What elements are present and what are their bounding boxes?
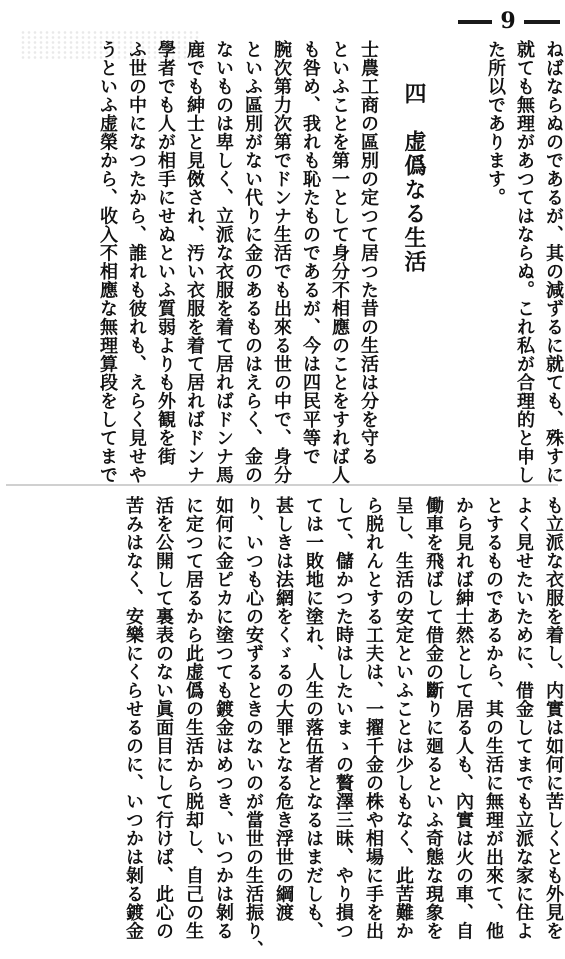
text-column: も立派な衣服を着し、内實は如何に苦しくとも外見を (543, 496, 564, 940)
text-column: ては一敗地に塗れ、人生の落伍者となるはまだしも、 (303, 496, 324, 940)
text-column: ふ世の中になつたから、誰れも彼れも、えらく見せや (126, 40, 147, 484)
text-column: た所以であります。 (485, 40, 506, 207)
text-column: ねばならぬのであるが、其の減ずるに就ても、殊すに (543, 40, 564, 484)
upper-text-block (6, 40, 564, 484)
text-column: から見れば紳士然として居る人も、內實は火の車、自 (453, 496, 474, 940)
text-column: といふことを第一として身分不相應のことをすれば人 (329, 40, 350, 484)
text-column: 就ても無理があつてはならぬ。これ私が合理的と申し (514, 40, 535, 484)
lower-text-block (6, 496, 564, 959)
text-column: 如何に金ピカに塗つても鍍金はめつき、いつかは剝る (213, 496, 234, 940)
text-column: も咎め、我れも恥たものであるが、今は四民平等で (300, 40, 321, 466)
text-column: して、儲かつた時はしたいまゝの贅澤三昧、やり損つ (333, 496, 354, 940)
text-column: 苦みはなく、安樂にくらせるのに、いつかは剝る鍍金 (123, 496, 144, 940)
text-column: 士農工商の區別の定つて居つた昔の生活は分を守る (358, 40, 379, 466)
folio-rule-left (458, 20, 492, 24)
text-column: に定つて居るから此虚僞の生活から脱却し、自己の生 (183, 496, 204, 940)
folio-rule-right (524, 20, 560, 24)
text-column: うといふ虚榮から、收入不相應な無理算段をしてまで (97, 40, 118, 484)
text-column: ないものは卑しく、立派な衣服を着て居ればドンナ馬 (213, 40, 234, 484)
text-column: り、いつも心の安ずるときのないのが當世の生活振り、 (243, 496, 264, 959)
section-heading: 四 虚僞なる生活 (401, 82, 427, 274)
folio-header (458, 6, 558, 36)
text-column: 呈し、生活の安定といふことは少しもなく、此苦難か (393, 496, 414, 940)
text-column: 甚しきは法網をくゞるの大罪となる危き浮世の綱渡 (273, 496, 294, 922)
text-column: 働車を飛ばして借金の斷りに廻るといふ奇態な現象を (423, 496, 444, 940)
text-column: 學者でも人が相手にせぬといふ質弱よりも外観を街 (155, 40, 176, 466)
text-column: 腕次第力次第でドンナ生活でも出來る世の中で、身分 (271, 40, 292, 484)
text-column: 鹿でも紳士と見傚され、汚い衣服を着て居ればドンナ (184, 40, 205, 484)
block-divider (6, 484, 558, 486)
folio-number: 9 (500, 8, 516, 34)
text-column: よく見せたいために、借金してまでも立派な家に住よ (513, 496, 534, 940)
text-column: 活を公開して裏表のない眞面目にして行けば、此心の (153, 496, 174, 940)
text-column: とするものであるから、其の生活に無理が出來て、他 (483, 496, 504, 940)
text-column: といふ區別がない代りに金のあるものはえらく、金の (242, 40, 263, 484)
text-column: ら脱れんとする工夫は、一擢千金の株や相場に手を出 (363, 496, 384, 940)
